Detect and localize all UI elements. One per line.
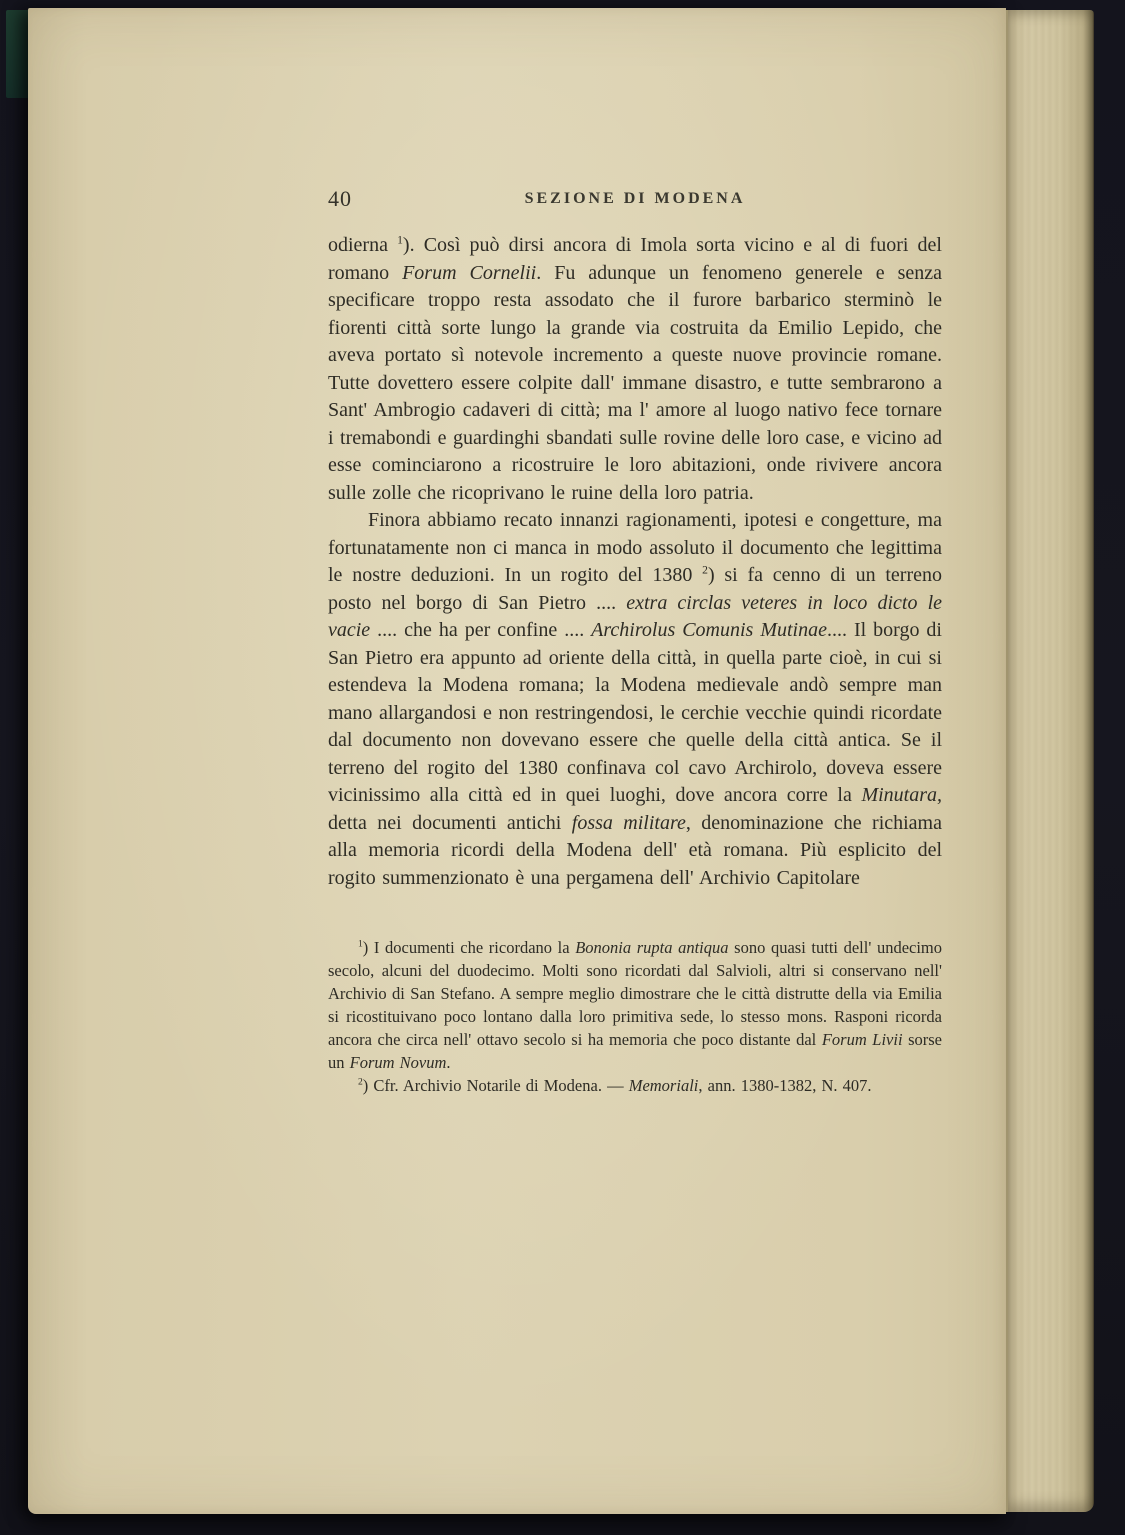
body-paragraph (328, 232, 942, 507)
text-run: .... Il borgo di San Pietro era appunto ad oriente della città, in quella parte cioè, in cui si estendeva la Modena romana; la Modena medievale andò sempre man mano allargandosi e non restringendosi, le cerchie vecchie quindi ricordate dal documento non dovevano essere che quelle della città antica. Se il terreno del rogito del 1380 confinava col cavo Archirolo, doveva essere vicinissimo alla città ed in quei luoghi, dove ancora corre la (328, 619, 942, 806)
text-run: , denominazione che richiama alla memoria ricordi della Modena dell' età romana. Più esplicito del rogito summenzionato è una pergamena dell' Archivio Capitolare (328, 811, 942, 889)
running-title: SEZIONE DI MODENA (524, 190, 746, 207)
italic-text: Archirolus Comunis Mutinae (591, 619, 827, 641)
text-run: . (446, 1053, 451, 1072)
text-run: sono quasi tutti dell' undecimo secolo, alcuni del duodecimo. Molti sono ricordati dal Salvioli, altri si conservano nell' Archivio di San Stefano. A sempre meglio dimostrare che le città distrutte della via Emilia si ricostituivano poco lontano dalla loro primitiva sede, lo stesso mons. Rasponi ricorda ancora che circa nell' ottavo secolo si ha memoria che poco distante dal (328, 938, 943, 1049)
italic-text: Forum Livii (821, 1030, 903, 1049)
text-run: ) I documenti che ricordano la (362, 938, 576, 957)
italic-text: Bononia rupta antiqua (575, 938, 729, 957)
text-run: . Fu adunque un fenomeno generele e senza specificare troppo resta assodato che il furore barbarico sterminò le fiorenti città sorte lungo la grande via costruita da Emilio Lepido, che aveva portato sì notevole incremento a queste nuove provincie romane. Tutte dovettero essere colpite dall' immane disastro, e tutte sembrarono a Sant' Ambrogio cadaveri di città; ma l' amore al luogo nativo fece tornare i tremabondi e guardinghi sbandati sulle rovine delle loro case, e vicino ad esse cominciarono a ricostruire le loro abitazioni, onde rivivere ancora sulle zolle che ricoprivano le ruine della loro patria. (328, 261, 942, 504)
page-content (328, 186, 942, 1097)
text-run: odierna (328, 234, 398, 256)
footnote (328, 936, 942, 1074)
body-paragraph (328, 507, 942, 892)
text-run: ) Cfr. Archivio Notarile di Modena. — (362, 1076, 629, 1095)
footnote-marker: 2 (358, 1076, 363, 1088)
italic-text: fossa militare (571, 811, 686, 834)
text-run: sorse un (328, 1030, 942, 1072)
footnotes (328, 936, 942, 1097)
footnote-marker: 2 (702, 563, 708, 577)
text-run: .... che ha per confine .... (370, 619, 592, 641)
italic-text: Forum Novum (349, 1053, 447, 1072)
footnote (328, 1074, 942, 1097)
page-fore-edge (1006, 10, 1094, 1512)
text-run: ) si fa cenno di un terreno posto nel borgo di San Pietro .... (328, 564, 943, 614)
text-run: ). Così può dirsi ancora di Imola sorta vicino e al di fuori del romano (328, 234, 942, 284)
text-run: Finora abbiamo recato innanzi ragionamenti, ipotesi e congetture, ma fortunatamente non ci manca in modo assoluto il documento che legittima le nostre deduzioni. In un rogito del 1380 (328, 509, 942, 586)
text-run: detta nei documenti antichi (328, 811, 572, 834)
text-run: , ann. 1380-1382, N. 407. (698, 1076, 872, 1095)
footnote-marker: 1 (358, 938, 363, 950)
book-page (28, 8, 1006, 1514)
page-header (328, 186, 942, 212)
italic-text: extra circlas veteres in loco dicto le vacie (328, 591, 942, 641)
main-text (328, 232, 942, 892)
page-number: 40 (328, 186, 352, 211)
italic-text: Forum Cornelii (402, 261, 537, 284)
italic-text: Memoriali (628, 1076, 699, 1095)
footnote-marker: 1 (397, 233, 403, 247)
italic-text: Minutara, (861, 784, 942, 806)
